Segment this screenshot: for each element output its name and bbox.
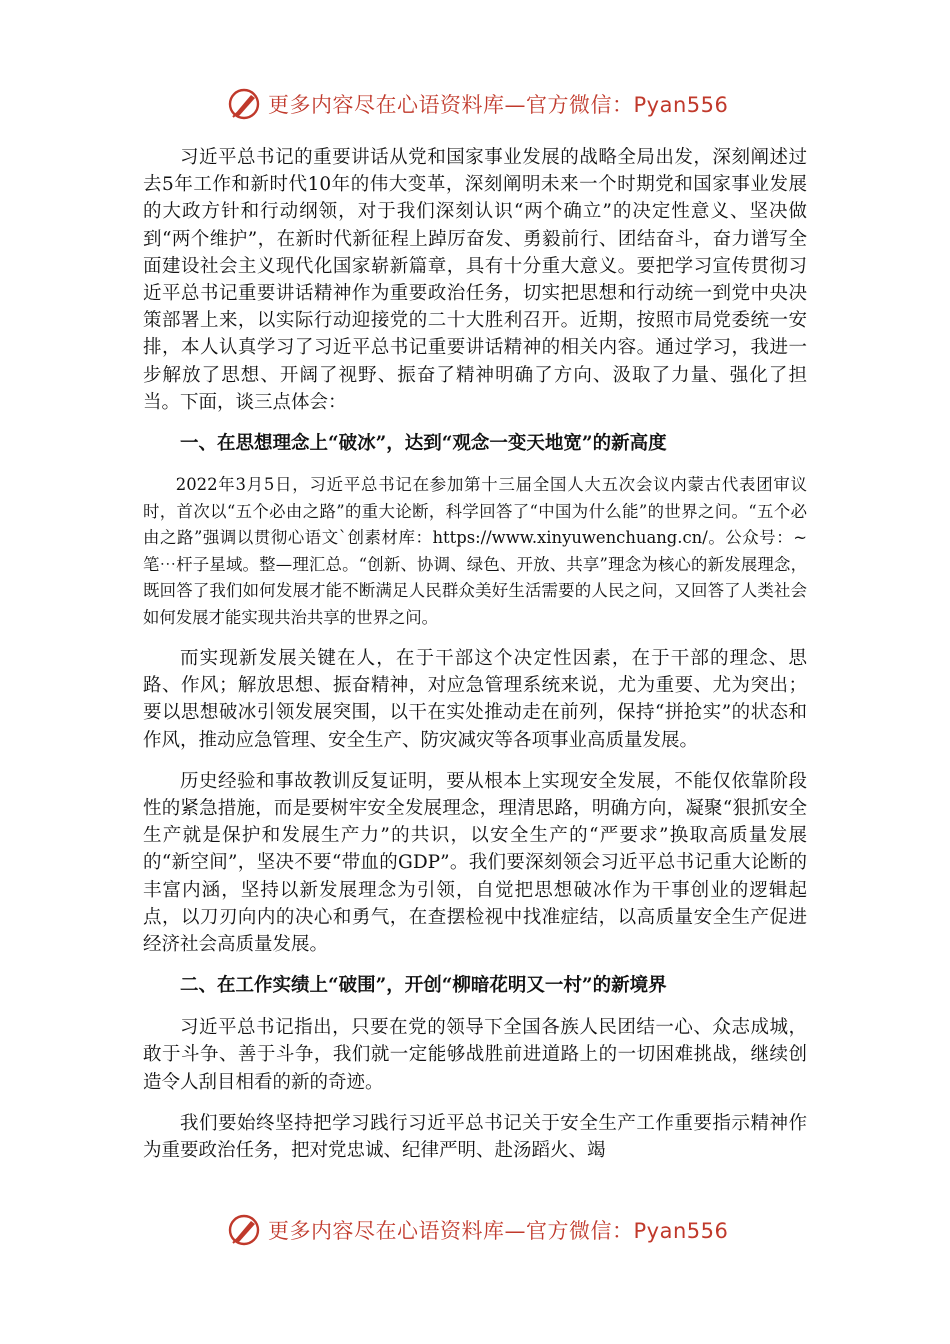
- paragraph: 历史经验和事故教训反复证明，要从根本上实现安全发展，不能仅依靠阶段性的紧急措施，而是要树牢安全发展理念，理清思路，明确方向，凝聚“狠抓安全生产就是保护和发展生产力”的共识，以安全生产的“严要求”换取高质量发展的“新空间”，坚决不要“带血的GDP”。我们要深刻领会习近平总书记重大论断的丰富内涵，坚持以新发展理念为引领，自觉把思想破冰作为干事创业的逻辑起点，以刀刃向内的决心和勇气，在查摆检视中找准症结，以高质量安全生产促进经济社会高质量发展。: [143, 770, 807, 956]
- footer-watermark-banner: [226, 1210, 746, 1250]
- pen-logo-icon: [226, 1212, 262, 1248]
- paragraph: 我们要始终坚持把学习践行习近平总书记关于安全生产工作重要指示精神作为重要政治任务，把对党忠诚、纪律严明、赴汤蹈火、竭: [143, 1112, 807, 1162]
- banner-text: 更多内容尽在心语资料库—官方微信：Pyan556: [268, 93, 729, 117]
- section-heading: 二、在工作实绩上“破围”，开创“柳暗花明又一村”的新境界: [180, 975, 667, 997]
- document-body: [143, 144, 807, 1178]
- pen-logo-icon: [226, 86, 262, 122]
- paragraph: 习近平总书记指出，只要在党的领导下全国各族人民团结一心、众志成城，敢于斗争、善于斗争，我们就一定能够战胜前进道路上的一切困难挑战，继续创造令人刮目相看的新的奇迹。: [143, 1017, 807, 1093]
- header-watermark-banner: [226, 84, 746, 124]
- paragraph: 习近平总书记的重要讲话从党和国家事业发展的战略全局出发，深刻阐述过去5年工作和新时代10年的伟大变革，深刻阐明未来一个时期党和国家事业发展的大政方针和行动纲领，对于我们深刻认识“两个确立”的决定性意义、坚决做到“两个维护”，在新时代新征程上踔厉奋发、勇毅前行、团结奋斗，奋力谱写全面建设社会主义现代化国家崭新篇章，具有十分重大意义。要把学习宣传贯彻习近平总书记重要讲话精神作为重要政治任务，切实把思想和行动统一到党中央决策部署上来，以实际行动迎接党的二十大胜利召开。近期，按照市局党委统一安排，本人认真学习了习近平总书记重要讲话精神的相关内容。通过学习，我进一步解放了思想、开阔了视野、振奋了精神明确了方向、汲取了力量、强化了担当。下面，谈三点体会：: [143, 147, 807, 413]
- paragraph: 而实现新发展关键在人，在于干部这个决定性因素，在于干部的理念、思路、作风；解放思想、振奋精神，对应急管理系统来说，尤为重要、尤为突出；要以思想破冰引领发展突围，以干在实处推动走在前列，保持“拼抢实”的状态和作风，推动应急管理、安全生产、防灾减灾等各项事业高质量发展。: [143, 648, 807, 751]
- paragraph: 2022年3月5日，习近平总书记在参加第十三届全国人大五次会议内蒙古代表团审议时，首次以“五个必由之路”的重大论断，科学回答了“中国为什么能”的世界之问。“五个必由之路”强调以贯彻心语文`创素材库：https://www.xinyuwenchuang.cn/。公众号：~笔⋯杆子星域。整—理汇总。“创新、协调、绿色、开放、共享”理念为核心的新发展理念，既回答了我们如何发展才能不断满足人民群众美好生活需要的人民之问，又回答了人类社会如何发展才能实现共治共享的世界之问。: [143, 475, 807, 627]
- banner-text: 更多内容尽在心语资料库—官方微信：Pyan556: [268, 1219, 729, 1243]
- section-heading: 一、在思想理念上“破冰”，达到“观念一变天地宽”的新高度: [180, 433, 667, 455]
